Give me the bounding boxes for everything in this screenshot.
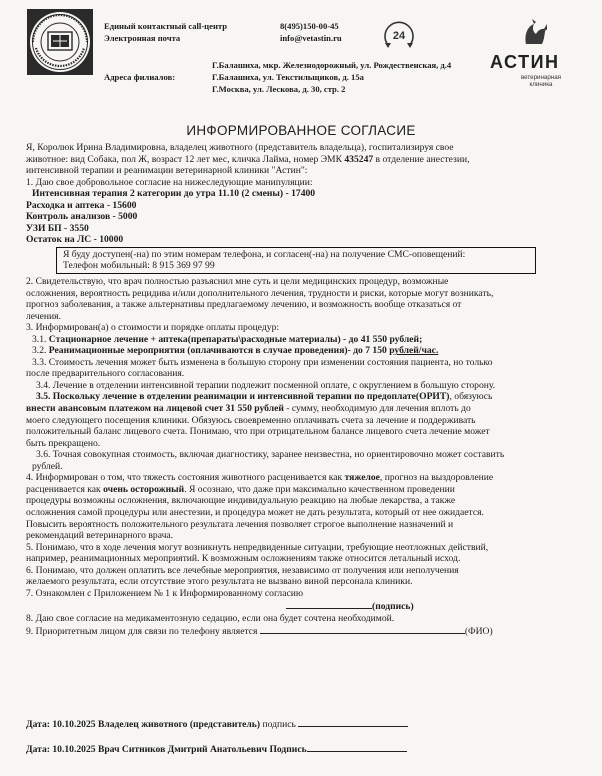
brand-sub-line2: клиника xyxy=(529,81,553,88)
emk-number: 435247 xyxy=(344,153,374,165)
brand-sub-line1: ветеринарная xyxy=(520,74,562,81)
24h-icon xyxy=(382,19,416,51)
intro-line-3: интенсивной терапии и реанимации ветеринарной клиники "Астин": xyxy=(26,165,308,177)
phone-consent-box xyxy=(56,247,536,274)
section-3-2: 3.2. Реанимационные мероприятия (оплачиваются в случае проведения)- до 7 150 рублей/час. xyxy=(32,345,439,357)
branch-address-3: Г.Москва, ул. Лескова, д. 30, стр. 2 xyxy=(212,84,346,94)
email-label: Электронная почта xyxy=(104,33,181,43)
section-3-5-line-3: моего следующего посещения клиники. Обязуюсь своевременно оплачивать счета за лечение и поддерживать xyxy=(26,414,476,426)
section-4-line-2: расценивается как очень осторожный. Я осознаю, что даже при максимально качественном проведении xyxy=(26,483,455,495)
section-2-line-2: осложнения, вероятность рецидива и/или дополнительного лечения, трудности и риски, которые могут возникать, xyxy=(26,287,494,299)
callcenter-phone: 8(495)150-00-45 xyxy=(280,21,339,31)
section-5-line-1: 5. Понимаю, что в ходе лечения могут возникнуть непредвиденные ситуации, требующие неотложных действий, xyxy=(26,541,489,553)
intro-line-1: Я, Королюк Ирина Владимировна, владелец животного (представитель владельца), госпитализируя свое xyxy=(26,142,454,153)
owner-signature-row: Дата: 10.10.2025 Владелец животного (представитель) подпись xyxy=(26,717,408,730)
section-4-line-3: процедуры возможны осложнения, включающие индивидуальную реакцию на любые лекарства, а также xyxy=(26,495,456,507)
section-9: 9. Приоритетным лицом для связи по телефону является (ФИО) xyxy=(26,626,493,638)
section-7-signature: (подпись) xyxy=(26,599,581,613)
consent-body xyxy=(26,142,581,638)
clinic-seal-logo xyxy=(26,8,94,76)
section-7-line-1: 7. Ознакомлен с Приложением № 1 к Информированному согласию xyxy=(26,587,304,599)
24h-label: 24 xyxy=(392,30,406,42)
doctor-signature-row: Дата: 10.10.2025 Врач Ситников Дмитрий Анатольевич Подпись xyxy=(26,742,407,755)
section-4-line-5: Повысить вероятность положительного результата лечения позволяет строгое выполнение назначений и xyxy=(26,518,454,530)
branch-address-1: Г.Балашиха, мкр. Железнодорожный, ул. Рождественская, д.4 xyxy=(212,60,452,70)
brand-name: АСТИН xyxy=(490,52,560,72)
section-3-4: 3.4. Лечение в отделении интенсивной терапии подлежит посменной оплате, с округлением в большую сторону. xyxy=(36,379,496,391)
section-3-3-line-2: после предварительного согласования. xyxy=(26,368,185,380)
section-6-line-1: 6. Понимаю, что должен оплатить все лечебные мероприятия, независимо от получения или неполучения xyxy=(26,564,459,576)
section-3-5-line-2: внести авансовым платежом на лицевой счет 31 550 рублей - сумму, необходимую для лечения вплоть до xyxy=(26,403,471,415)
contact-person-line[interactable] xyxy=(260,624,465,634)
signature-line[interactable] xyxy=(286,599,372,609)
section-2-line-3: прогноз заболевания, а также альтернативы предлагаемому лечению, и возможность вообще отказаться от xyxy=(26,299,462,311)
branches-label: Адреса филиалов: xyxy=(104,72,176,82)
section-6-line-2: желаемого результата, если отсутствие этого результата не вызвано виной персонала клиники. xyxy=(26,576,413,588)
section-3-heading: 3. Информирован(а) о стоимости и порядке оплаты процедур: xyxy=(26,322,280,334)
section-3-6-line-2: рублей. xyxy=(32,460,63,472)
manipulation-2: Расходка и аптека - 15600 xyxy=(26,199,137,211)
document-title: ИНФОРМИРОВАННОЕ СОГЛАСИЕ xyxy=(186,123,416,138)
manipulation-4: УЗИ БП - 3550 xyxy=(26,222,89,234)
section-2-line-1: 2. Свидетельствую, что врач полностью разъяснил мне суть и цели медицинских процедур, возможные xyxy=(26,276,449,288)
brand-subtitle xyxy=(506,74,576,88)
section-3-1: 3.1. Стационарное лечение + аптека(препараты\расходные материалы) - до 41 550 рублей; xyxy=(32,333,423,345)
section-5-line-2: например, реанимационных мероприятий. К возможным осложнениям также относится летальный исход. xyxy=(26,553,461,565)
section-3-5-line-4: положительный баланс лицевого счета. Понимаю, что при отрицательном балансе лицевого счета лечение может xyxy=(26,426,490,438)
manipulation-3: Контроль анализов - 5000 xyxy=(26,211,138,223)
branch-address-2: Г.Балашиха, ул. Текстильщиков, д. 15а xyxy=(212,72,364,82)
section-2-line-4: лечения. xyxy=(26,310,61,322)
section-8: 8. Даю свое согласие на медикаментозную седацию, если она будет сочтена необходимой. xyxy=(26,612,395,624)
intro-line-4: 1. Даю свое добровольное согласие на нижеследующие манипуляции: xyxy=(26,176,313,188)
dog-cat-icon xyxy=(520,18,552,48)
callcenter-label: Единый контактный call-центр xyxy=(104,21,228,31)
owner-signature-line[interactable] xyxy=(298,717,408,727)
section-4-line-1: 4. Информирован о том, что тяжесть состояния животного расценивается как тяжелое, прогноз на выздоровление xyxy=(26,472,494,484)
section-4-line-6: рекомендаций ветеринарного врача. xyxy=(26,530,174,542)
section-3-3-line-1: 3.3. Стоимость лечения может быть изменена в большую сторону при изменении состояния пациента, но только xyxy=(32,356,493,368)
section-3-5-line-1: 3.5. Поскольку лечение в отделении реанимации и интенсивной терапии по предоплате(ОРИТ), обязуюсь xyxy=(36,391,493,403)
manipulation-5: Остаток на ЛС - 10000 xyxy=(26,234,124,246)
section-3-5-line-5: быть прекращено. xyxy=(26,437,101,449)
phone-consent-text: Я буду доступен(-на) по этим номерам телефона, и согласен(-на) на получение СМС-оповещений: xyxy=(63,248,466,260)
section-4-line-4: осложнения самой процедуры или анестезии, и процедура может не дать результата, который от нее ожидается. xyxy=(26,506,484,518)
doctor-signature-line[interactable] xyxy=(307,742,407,752)
section-3-6-line-1: 3.6. Точная совокупная стоимость, включая диагностику, заранее неизвестна, но ориентировочно может составить xyxy=(36,449,505,461)
intro-line-2: животное: вид Собака, пол Ж, возраст 12 лет мес, кличка Лайма, номер ЭМК 435247 в отделение анестезии, xyxy=(26,153,470,165)
manipulation-1: Интенсивная терапия 2 категории до утра 11.10 (2 смены) - 17400 xyxy=(32,188,316,200)
phone-number: Телефон мобильный: 8 915 369 97 99 xyxy=(63,260,215,272)
email-value[interactable]: info@vetastin.ru xyxy=(280,33,342,43)
